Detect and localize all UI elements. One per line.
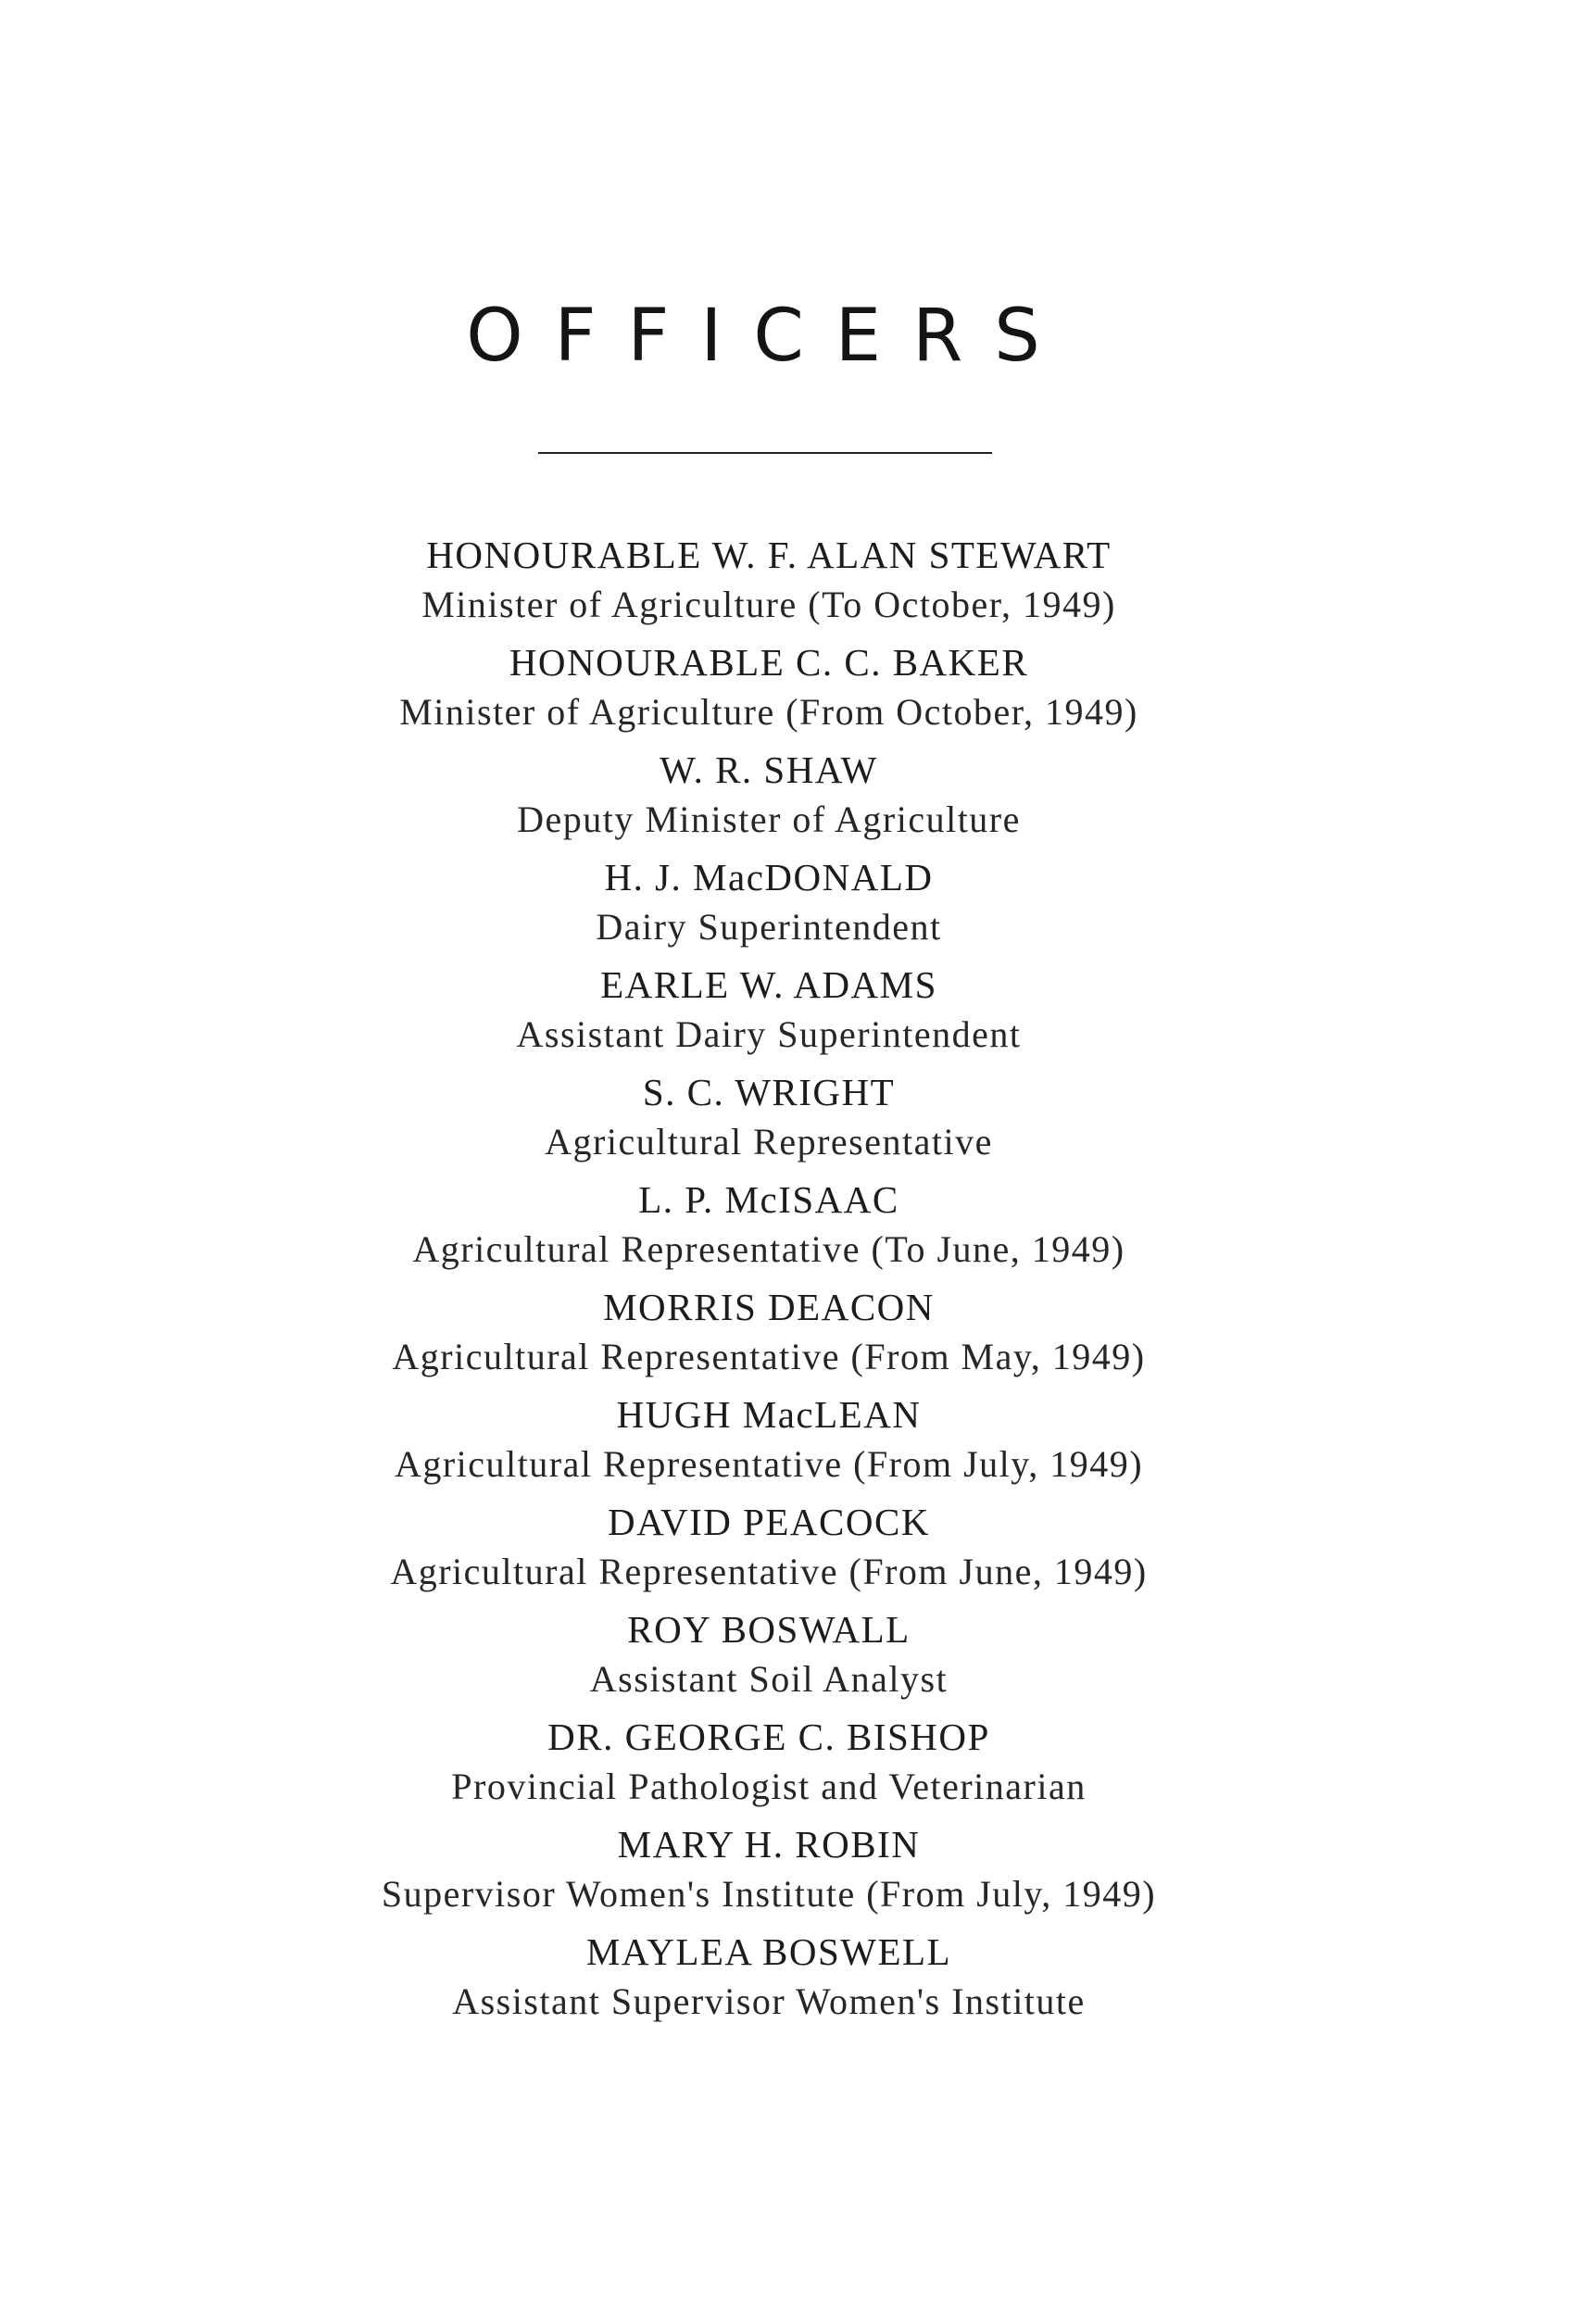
officer-entry: [0, 1067, 1538, 1175]
officer-role: Dairy Superintendent: [596, 906, 942, 948]
officer-name: H. J. MacDONALD: [604, 856, 934, 899]
officer-role: Agricultural Representative (From May, 1949): [392, 1336, 1146, 1377]
officer-role: Supervisor Women's Institute (From July, 1949): [381, 1873, 1157, 1915]
officer-name: MAYLEA BOSWELL: [585, 1930, 952, 1973]
officer-entry: [0, 1927, 1538, 2034]
page-title: OFFICERS: [466, 295, 1072, 378]
officer-role: Minister of Agriculture (To October, 1949): [421, 584, 1116, 625]
officer-role: Agricultural Representative (From July, 1949): [394, 1443, 1144, 1485]
officer-entry: [0, 1819, 1538, 1927]
officer-entry: [0, 1497, 1538, 1604]
officer-name: ROY BOSWALL: [627, 1608, 911, 1651]
officer-name: HONOURABLE W. F. ALAN STEWART: [426, 534, 1112, 576]
officer-entry: [0, 745, 1538, 852]
officer-entry: [0, 1389, 1538, 1497]
officer-entry: [0, 1712, 1538, 1819]
officer-name: DAVID PEACOCK: [608, 1501, 930, 1543]
officer-entry: [0, 960, 1538, 1067]
officer-role: Provincial Pathologist and Veterinarian: [451, 1766, 1087, 1807]
officer-name: MARY H. ROBIN: [617, 1823, 921, 1866]
title-divider: [538, 452, 992, 454]
officer-name: MORRIS DEACON: [603, 1286, 935, 1328]
officer-entry: [0, 1175, 1538, 1282]
officer-name: HUGH MacLEAN: [616, 1393, 922, 1436]
officer-role: Agricultural Representative (To June, 1949): [412, 1228, 1125, 1270]
officer-entry: [0, 1282, 1538, 1389]
officer-entry: [0, 637, 1538, 745]
officer-name: S. C. WRIGHT: [642, 1071, 896, 1113]
officer-role: Agricultural Representative (From June, 1949): [390, 1551, 1148, 1592]
officer-name: DR. GEORGE C. BISHOP: [547, 1716, 990, 1758]
officer-name: W. R. SHAW: [660, 748, 878, 791]
officer-name: L. P. McISAAC: [638, 1178, 899, 1221]
officer-entry: [0, 852, 1538, 960]
officers-list: [0, 530, 1538, 2034]
officer-entry: [0, 530, 1538, 637]
officer-entry: [0, 1604, 1538, 1712]
officer-role: Assistant Soil Analyst: [589, 1658, 949, 1700]
officer-role: Agricultural Representative: [545, 1121, 993, 1163]
officer-role: Assistant Supervisor Women's Institute: [452, 1980, 1086, 2022]
officer-role: Deputy Minister of Agriculture: [517, 798, 1021, 840]
officer-name: EARLE W. ADAMS: [600, 963, 937, 1006]
officer-role: Assistant Dairy Superintendent: [516, 1013, 1022, 1055]
officer-name: HONOURABLE C. C. BAKER: [509, 641, 1029, 684]
officer-role: Minister of Agriculture (From October, 1949): [399, 691, 1138, 733]
